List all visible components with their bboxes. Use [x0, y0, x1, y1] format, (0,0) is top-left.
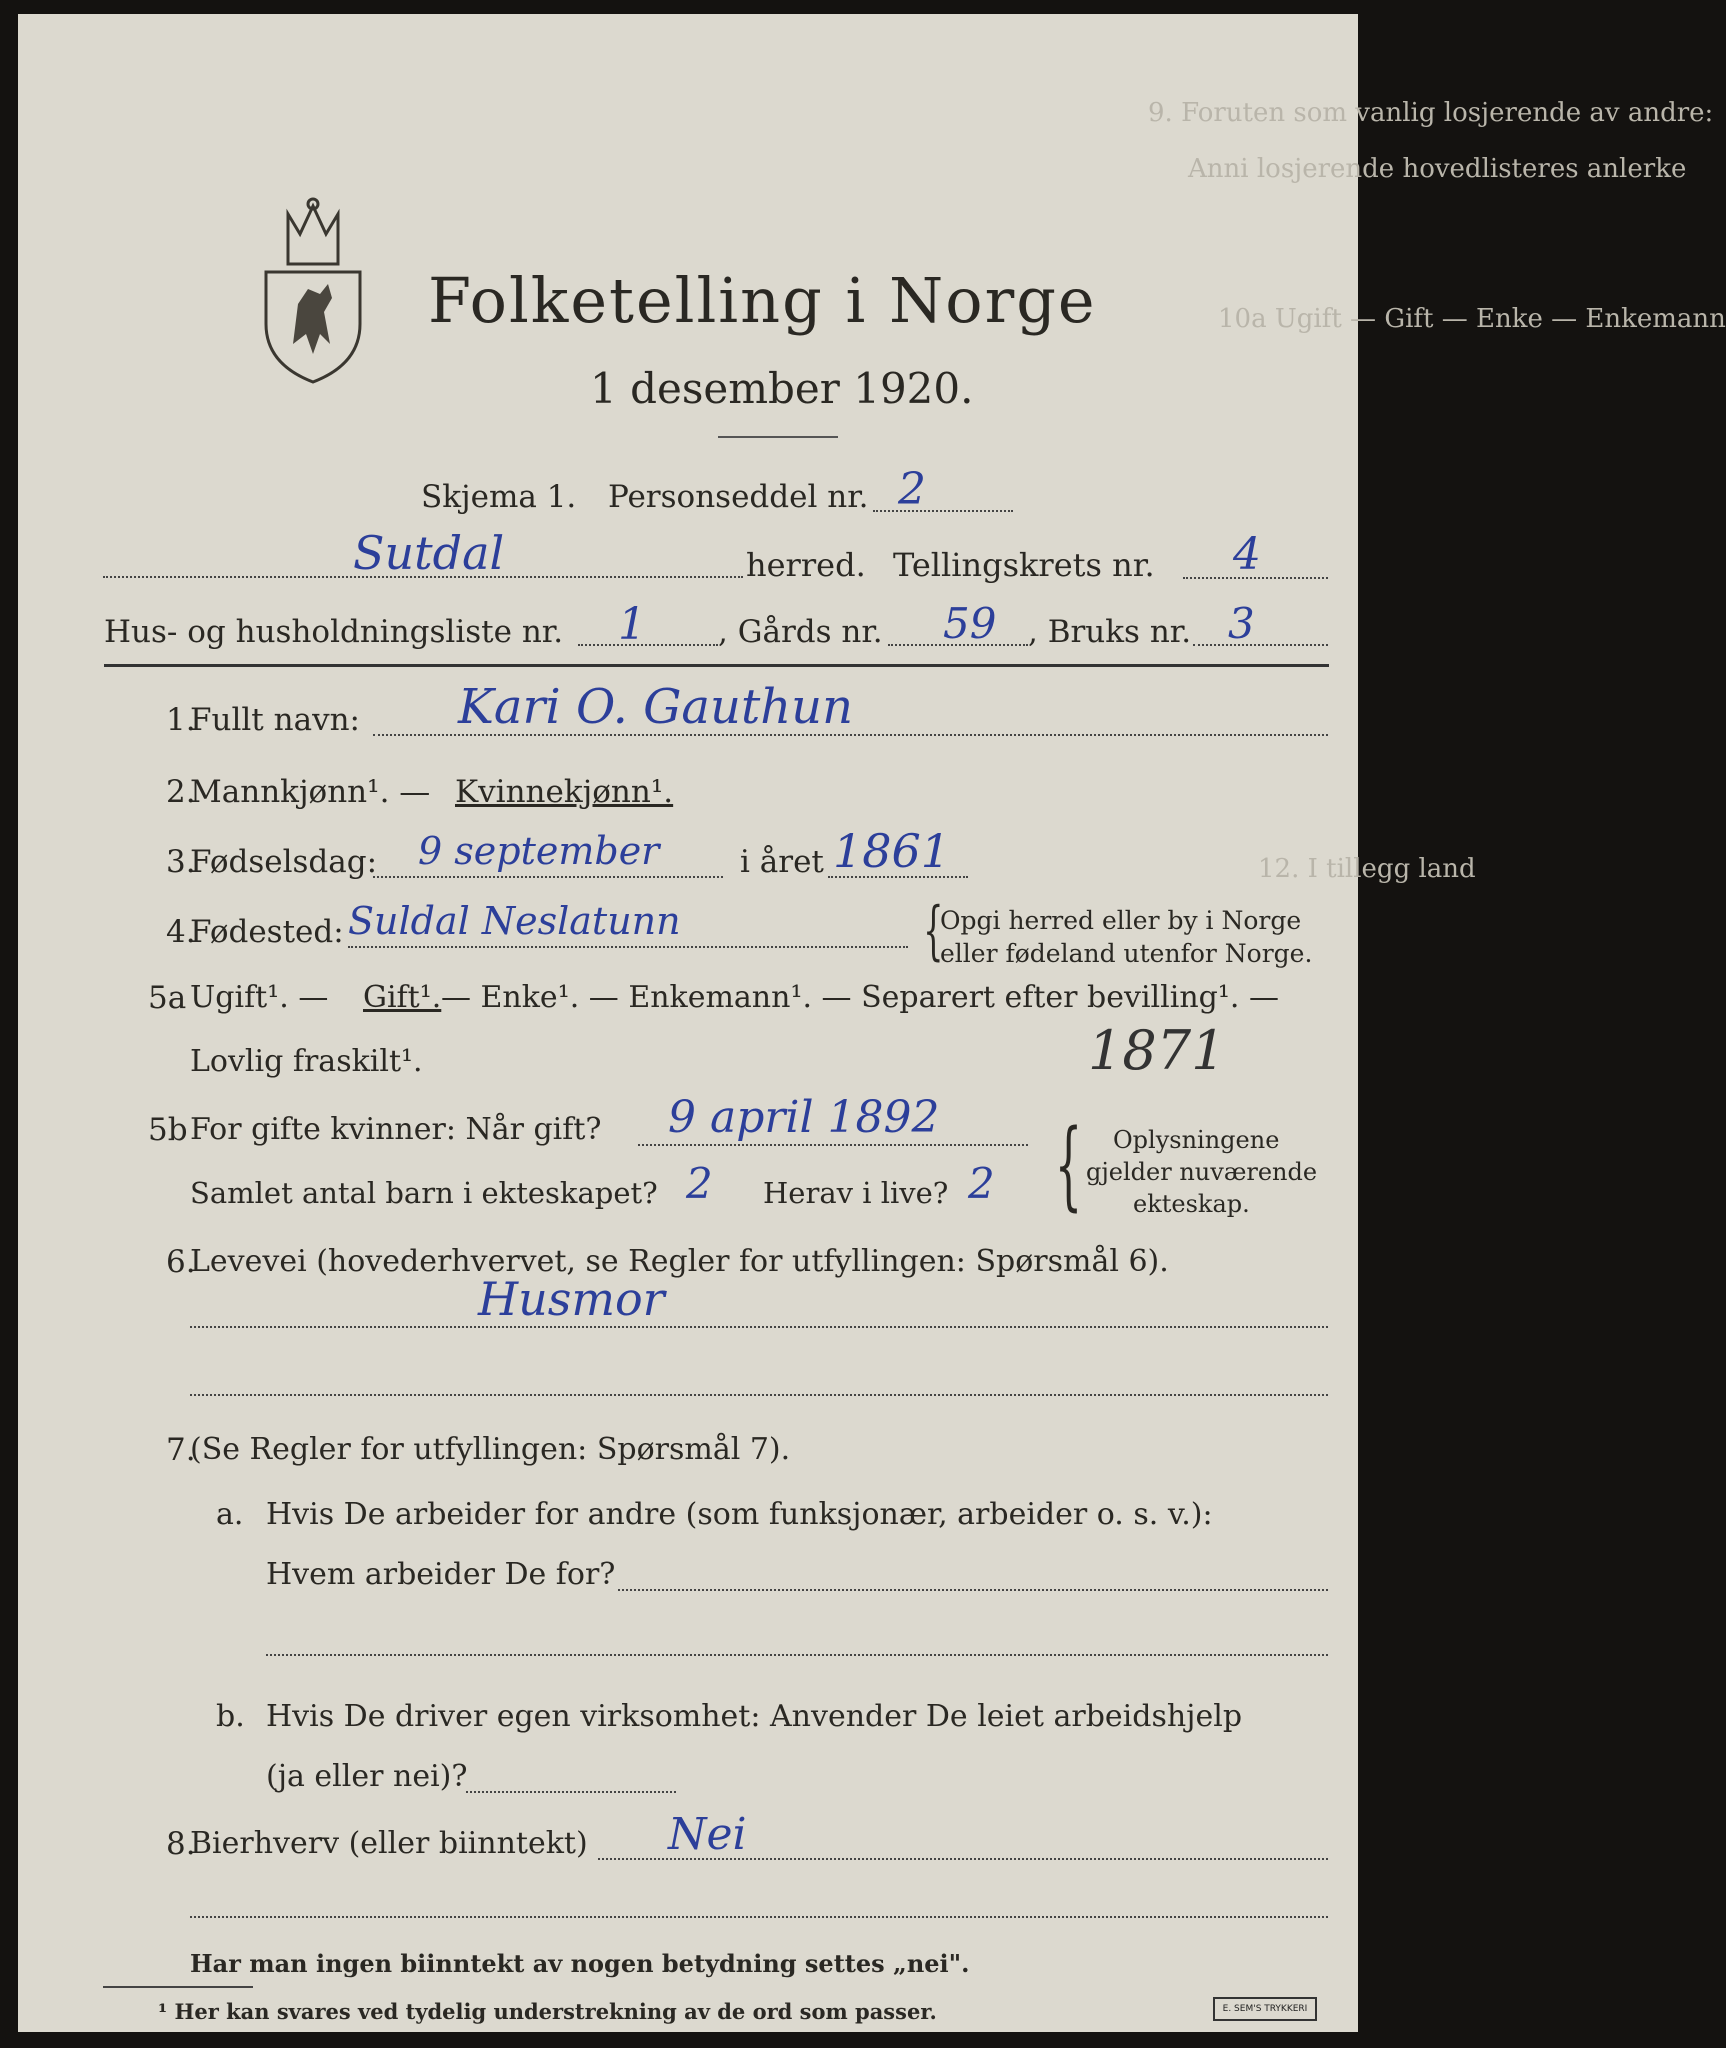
gards-value[interactable]: 59 [943, 599, 997, 648]
q4-note-2: eller fødeland utenfor Norge. [940, 939, 1313, 968]
q8-line-2 [190, 1916, 1328, 1918]
q1-value[interactable]: Kari O. Gauthun [458, 679, 853, 735]
q3-line [373, 876, 723, 878]
q3-label: Fødselsdag: [190, 844, 378, 880]
q7-label: (Se Regler for utfyllingen: Spørsmål 7). [190, 1432, 791, 1467]
q8-label: Bierhverv (eller biinntekt) [190, 1826, 588, 1861]
personseddel-line [873, 510, 1013, 512]
q5b-live-label: Herav i live? [763, 1176, 949, 1210]
q7b-line[interactable] [466, 1791, 676, 1793]
personseddel-label: Personseddel nr. [608, 479, 869, 515]
q3-number: 3. [166, 844, 196, 880]
husliste-value[interactable]: 1 [618, 599, 646, 650]
q7a-letter: a. [216, 1497, 244, 1532]
q4-label: Fødested: [190, 914, 344, 950]
q5b-number: 5b [148, 1112, 188, 1148]
bruks-value[interactable]: 3 [1228, 599, 1255, 648]
skjema-label: Skjema 1. [421, 479, 577, 515]
q6-number: 6. [166, 1244, 196, 1280]
q5a-line2: Lovlig fraskilt¹. [190, 1044, 423, 1079]
q7a-line-2[interactable] [266, 1654, 1328, 1656]
q8-number: 8. [166, 1826, 196, 1862]
q5b-value[interactable]: 9 april 1892 [668, 1092, 940, 1143]
q5b-barn-label: Samlet antal barn i ekteskapet? [190, 1176, 658, 1210]
footnote-divider [103, 1986, 253, 1988]
q8-value[interactable]: Nei [668, 1809, 747, 1860]
q5b-live-value[interactable]: 2 [968, 1159, 995, 1208]
q3-value[interactable]: 9 september [418, 829, 660, 873]
q5b-note-3: ekteskap. [1133, 1190, 1250, 1218]
footer-note: Har man ingen biinntekt av nogen betydning settes „nei". [190, 1949, 970, 1978]
form-title: Folketelling i Norge [428, 264, 1097, 337]
printer-stamp: E. SEM'S TRYKKERI [1213, 1997, 1317, 2021]
q4-line [348, 946, 908, 948]
q6-label: Levevei (hovederhvervet, se Regler for utfyllingen: Spørsmål 6). [190, 1244, 1169, 1279]
bruks-label: , Bruks nr. [1028, 614, 1192, 650]
bleed-through-text: 10a Ugift — Gift — Enke — Enkemann [1218, 304, 1726, 334]
tellingskrets-value[interactable]: 4 [1233, 529, 1261, 580]
q3-year-label: i året [740, 844, 824, 880]
q4-brace: { [923, 894, 944, 968]
title-separator [718, 436, 838, 438]
q7a-text: Hvis De arbeider for andre (som funksjonær, arbeider o. s. v.): [266, 1497, 1213, 1532]
q2-number: 2. [166, 774, 196, 810]
q5a-value[interactable]: 1871 [1088, 1019, 1226, 1082]
q4-note-1: Opgi herred eller by i Norge [940, 906, 1302, 935]
q5a-rest: — Enke¹. — Enkemann¹. — Separert efter bevilling¹. — [441, 980, 1279, 1015]
q6-line-1 [190, 1326, 1328, 1328]
q7-number: 7. [166, 1432, 196, 1468]
header-divider [104, 664, 1329, 667]
footnote: ¹ Her kan svares ved tydelig understrekning av de ord som passer. [158, 1999, 937, 2024]
husliste-label: Hus- og husholdningsliste nr. [104, 614, 564, 650]
q6-value[interactable]: Husmor [478, 1272, 665, 1326]
q1-number: 1. [166, 702, 196, 738]
herred-label: herred. [746, 546, 866, 584]
tellingskrets-label: Tellingskrets nr. [893, 546, 1155, 584]
q1-label: Fullt navn: [190, 702, 360, 738]
q5b-line [638, 1144, 1028, 1146]
q5b-note-2: gjelder nuværende [1086, 1158, 1318, 1186]
q7b-letter: b. [216, 1699, 245, 1734]
census-date: 1 desember 1920. [590, 364, 974, 413]
norway-coat-of-arms-icon [258, 194, 368, 384]
personseddel-value[interactable]: 2 [898, 464, 926, 515]
herred-value[interactable]: Sutdal [353, 526, 505, 580]
census-form-page [18, 14, 1726, 2032]
q7b-label: (ja eller nei)? [266, 1759, 468, 1794]
gards-label: , Gårds nr. [718, 614, 883, 650]
q7a-label: Hvem arbeider De for? [266, 1557, 616, 1592]
q5b-label: For gifte kvinner: Når gift? [190, 1112, 602, 1147]
q5a-ugift: Ugift¹. — [190, 980, 329, 1015]
bruks-line [1193, 644, 1328, 646]
q6-line-2 [190, 1394, 1328, 1396]
bleed-through-text: 9. Foruten som vanlig losjerende av andre: [1148, 98, 1714, 128]
q5b-note-1: Oplysningene [1113, 1126, 1280, 1154]
q7b-text: Hvis De driver egen virksomhet: Anvender De leiet arbeidshjelp [266, 1699, 1243, 1734]
q3-year[interactable]: 1861 [833, 824, 951, 878]
q7a-line[interactable] [618, 1589, 1328, 1591]
q5b-brace: { [1054, 1109, 1083, 1221]
q4-number: 4. [166, 914, 196, 950]
q4-value[interactable]: Suldal Neslatunn [348, 899, 681, 943]
bleed-through-text: 12. I tillegg land [1258, 854, 1476, 884]
q5a-number: 5a [148, 980, 187, 1016]
q5b-barn-value[interactable]: 2 [686, 1159, 713, 1208]
husliste-line [578, 644, 718, 646]
q2-mann: Mannkjønn¹. — [190, 774, 431, 810]
bleed-through-text: Anni losjerende hovedlisteres anlerke [1188, 154, 1687, 184]
q5a-gift-underlined[interactable]: Gift¹. [363, 980, 442, 1015]
q2-kvinne-underlined[interactable]: Kvinnekjønn¹. [455, 774, 674, 810]
